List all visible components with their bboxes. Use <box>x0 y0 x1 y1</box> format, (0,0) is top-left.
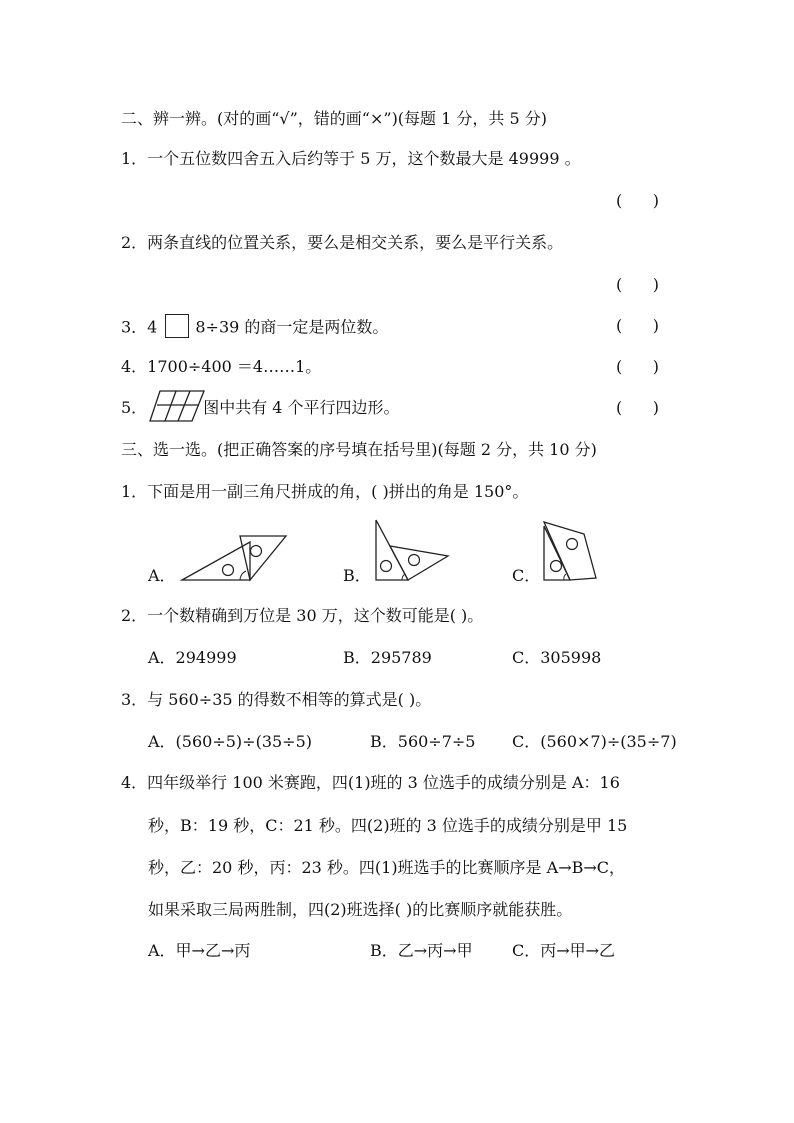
s2-item4-answer-blank[interactable]: ( ) <box>616 357 659 376</box>
s3-q1-option-b[interactable]: B． <box>343 566 371 585</box>
s2-item3-suffix: 8÷39 的商一定是两位数。 <box>195 317 389 337</box>
s3-q1-text: 1．下面是用一副三角尺拼成的角，( )拼出的角是 150°。 <box>121 482 529 501</box>
s2-item1-text: 1．一个五位数四舍五入后约等于 5 万，这个数最大是 49999 。 <box>121 149 581 168</box>
s3-q4-line1: 4．四年级举行 100 米赛跑，四(1)班的 3 位选手的成绩分别是 A：16 <box>121 773 620 792</box>
s2-item5-suffix: 图中共有 4 个平行四边形。 <box>203 398 400 417</box>
s2-item2-text: 2．两条直线的位置关系，要么是相交关系，要么是平行关系。 <box>121 233 564 252</box>
s2-item5-prefix: 5． <box>121 398 148 417</box>
s3-q2-text: 2．一个数精确到万位是 30 万，这个数可能是( )。 <box>121 606 484 625</box>
s2-item3-answer-blank[interactable]: ( ) <box>616 316 659 335</box>
s3-q4-line2: 秒，B：19 秒，C：21 秒。四(2)班的 3 位选手的成绩分别是甲 15 <box>148 816 628 835</box>
s2-item4-text: 4．1700÷400 ＝4……1。 <box>121 357 322 376</box>
s2-item1-answer-blank[interactable]: ( ) <box>616 191 659 210</box>
s3-q3-text: 3．与 560÷35 的得数不相等的算式是( )。 <box>121 690 432 709</box>
triangle-set-figure-b <box>368 518 454 584</box>
s3-q3-option-a[interactable]: A．(560÷5)÷(35÷5) <box>148 732 313 751</box>
section2-heading: 二、辨一辨。(对的画“√”，错的画“×”)(每题 1 分，共 5 分) <box>121 109 547 128</box>
triangle-set-figure-a <box>178 533 290 583</box>
s3-q2-option-a[interactable]: A．294999 <box>148 648 237 667</box>
triangle-set-figure-c <box>538 518 618 584</box>
s3-q3-option-c[interactable]: C．(560×7)÷(35÷7) <box>512 732 677 751</box>
s3-q2-option-c[interactable]: C．305998 <box>512 648 602 667</box>
s3-q1-option-c[interactable]: C． <box>512 566 541 585</box>
s3-q4-line4: 如果采取三局两胜制，四(2)班选择( )的比赛顺序就能获胜。 <box>148 900 573 919</box>
s3-q1-option-a[interactable]: A． <box>148 566 176 585</box>
s3-q4-option-a[interactable]: A．甲→乙→丙 <box>148 941 251 960</box>
s2-item3-prefix: 3．4 <box>121 317 158 337</box>
s2-item5-answer-blank[interactable]: ( ) <box>616 398 659 417</box>
digit-fill-box[interactable] <box>165 314 189 338</box>
s2-item3 <box>121 316 388 340</box>
s3-q4-line3: 秒，乙：20 秒，丙：23 秒。四(1)班选手的比赛顺序是 A→B→C， <box>148 858 626 877</box>
s3-q3-option-b[interactable]: B．560÷7÷5 <box>370 732 476 751</box>
section3-heading: 三、选一选。(把正确答案的序号填在括号里)(每题 2 分，共 10 分) <box>121 440 597 459</box>
s3-q2-option-b[interactable]: B．295789 <box>343 648 432 667</box>
s3-q4-option-c[interactable]: C．丙→甲→乙 <box>512 941 616 960</box>
s2-item2-answer-blank[interactable]: ( ) <box>616 275 659 294</box>
s3-q4-option-b[interactable]: B．乙→丙→甲 <box>370 941 473 960</box>
parallelogram-figure <box>148 388 206 424</box>
